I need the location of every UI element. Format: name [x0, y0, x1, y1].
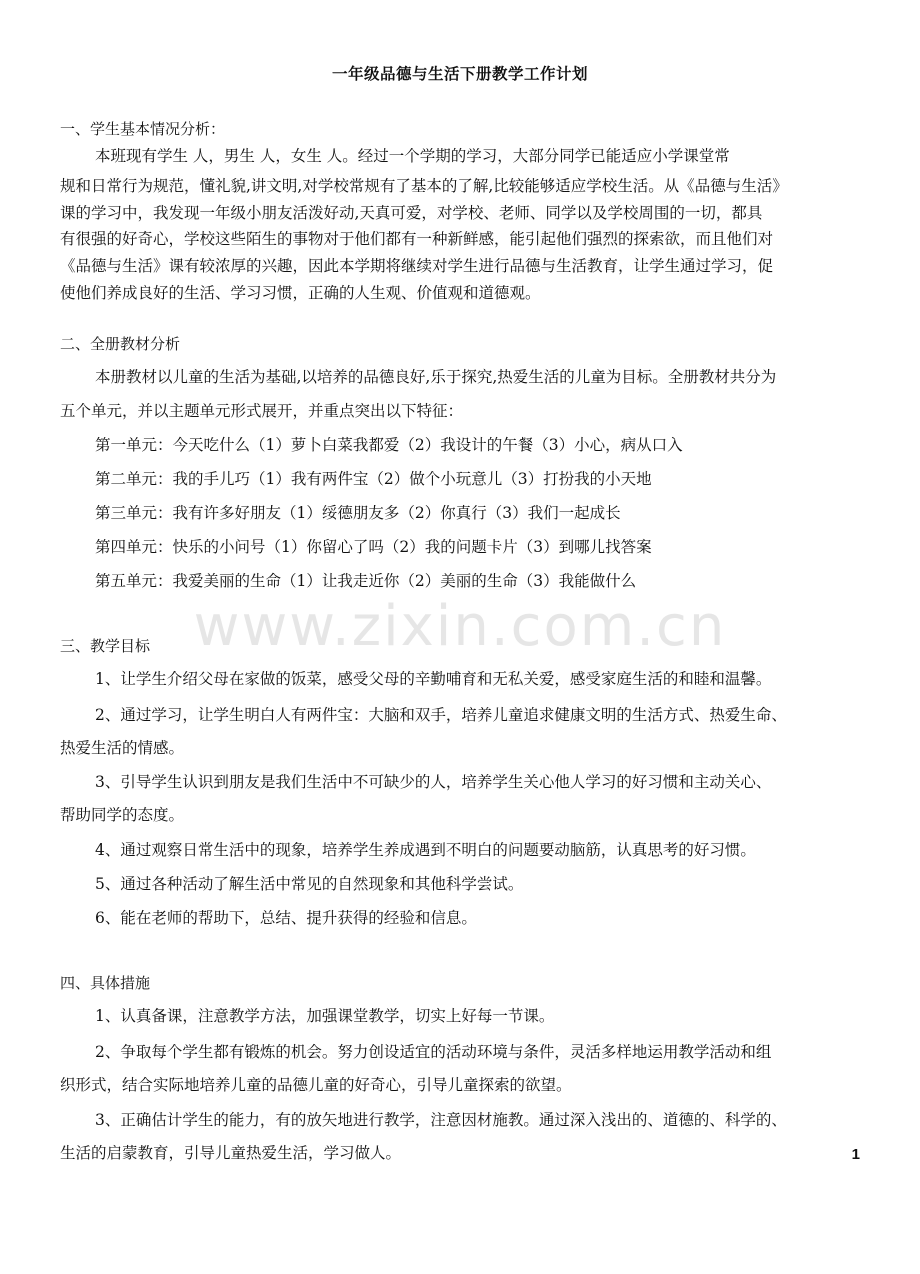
goal-item: 4、通过观察日常生活中的现象，培养学生养成遇到不明白的问题要动脑筋，认真思考的好习惯。	[95, 841, 756, 859]
paragraph-line: 本班现有学生 人，男生 人，女生 人。经过一个学期的学习，大部分同学已能适应小学课堂常	[95, 147, 730, 165]
goal-item: 6、能在老师的帮助下，总结、提升获得的经验和信息。	[95, 909, 477, 927]
goal-item: 2、通过学习，让学生明白人有两件宝：大脑和双手，培养儿童追求健康文明的生活方式、热爱生命、	[95, 706, 787, 724]
paragraph-line: 五个单元，并以主题单元形式展开，并重点突出以下特征：	[60, 402, 464, 420]
section-heading-1: 一、学生基本情况分析：	[60, 120, 226, 138]
paragraph-line: 《品德与生活》课有较浓厚的兴趣，因此本学期将继续对学生进行品德与生活教育，让学生通过学习，促	[60, 257, 774, 275]
paragraph-line: 使他们养成良好的生活、学习习惯，正确的人生观、价值观和道德观。	[60, 284, 541, 302]
paragraph-line: 有很强的好奇心，学校这些陌生的事物对于他们都有一种新鲜感，能引起他们强烈的探索欲，而且他们对	[60, 230, 774, 248]
goal-item-continued: 帮助同学的态度。	[60, 806, 185, 824]
measure-item: 3、正确估计学生的能力，有的放矢地进行教学，注意因材施教。通过深入浅出的、道德的、科学的、	[95, 1111, 787, 1129]
section-heading-3: 三、教学目标	[60, 637, 151, 655]
goal-item-continued: 热爱生活的情感。	[60, 739, 185, 757]
measure-item-continued: 织形式，结合实际地培养儿童的品德儿童的好奇心，引导儿童探索的欲望。	[60, 1076, 572, 1094]
paragraph-line: 本册教材以儿童的生活为基础,以培养的品德良好,乐于探究,热爱生活的儿童为目标。全册教材共分为	[95, 368, 777, 386]
unit-item: 第四单元：快乐的小问号（1）你留心了吗（2）我的问题卡片（3）到哪儿找答案	[95, 538, 652, 556]
unit-item: 第二单元：我的手儿巧（1）我有两件宝（2）做个小玩意儿（3）打扮我的小天地	[95, 470, 652, 488]
paragraph-line: 课的学习中，我发现一年级小朋友活泼好动,天真可爱，对学校、老师、同学以及学校周围的一切，都具	[60, 204, 763, 222]
unit-item: 第五单元：我爱美丽的生命（1）让我走近你（2）美丽的生命（3）我能做什么	[95, 572, 637, 590]
document-title: 一年级品德与生活下册教学工作计划	[331, 65, 588, 83]
unit-item: 第三单元：我有许多好朋友（1）绥德朋友多（2）你真行（3）我们一起成长	[95, 504, 621, 522]
section-heading-2: 二、全册教材分析	[60, 335, 181, 353]
paragraph-line: 规和日常行为规范，懂礼貌,讲文明,对学校常规有了基本的了解,比较能够适应学校生活。从《品德与生活》	[60, 177, 788, 195]
measure-item: 1、认真备课，注意教学方法，加强课堂教学，切实上好每一节课。	[95, 1007, 555, 1025]
watermark: www.zixin.com.cn	[193, 594, 727, 659]
unit-item: 第一单元：今天吃什么（1）萝卜白菜我都爱（2）我设计的午餐（3）小心，病从口入	[95, 436, 683, 454]
page-number: 1	[851, 1146, 860, 1163]
goal-item: 5、通过各种活动了解生活中常见的自然现象和其他科学尝试。	[95, 875, 524, 893]
measure-item-continued: 生活的启蒙教育，引导儿童热爱生活，学习做人。	[60, 1144, 402, 1162]
measure-item: 2、争取每个学生都有锻炼的机会。努力创设适宜的活动环境与条件，灵活多样地运用教学活动和组	[95, 1043, 772, 1061]
goal-item: 3、引导学生认识到朋友是我们生活中不可缺少的人，培养学生关心他人学习的好习惯和主动关心、	[95, 773, 772, 791]
section-heading-4: 四、具体措施	[60, 974, 151, 992]
goal-item: 1、让学生介绍父母在家做的饭菜，感受父母的辛勤哺育和无私关爱，感受家庭生活的和睦和温馨。	[95, 670, 772, 688]
